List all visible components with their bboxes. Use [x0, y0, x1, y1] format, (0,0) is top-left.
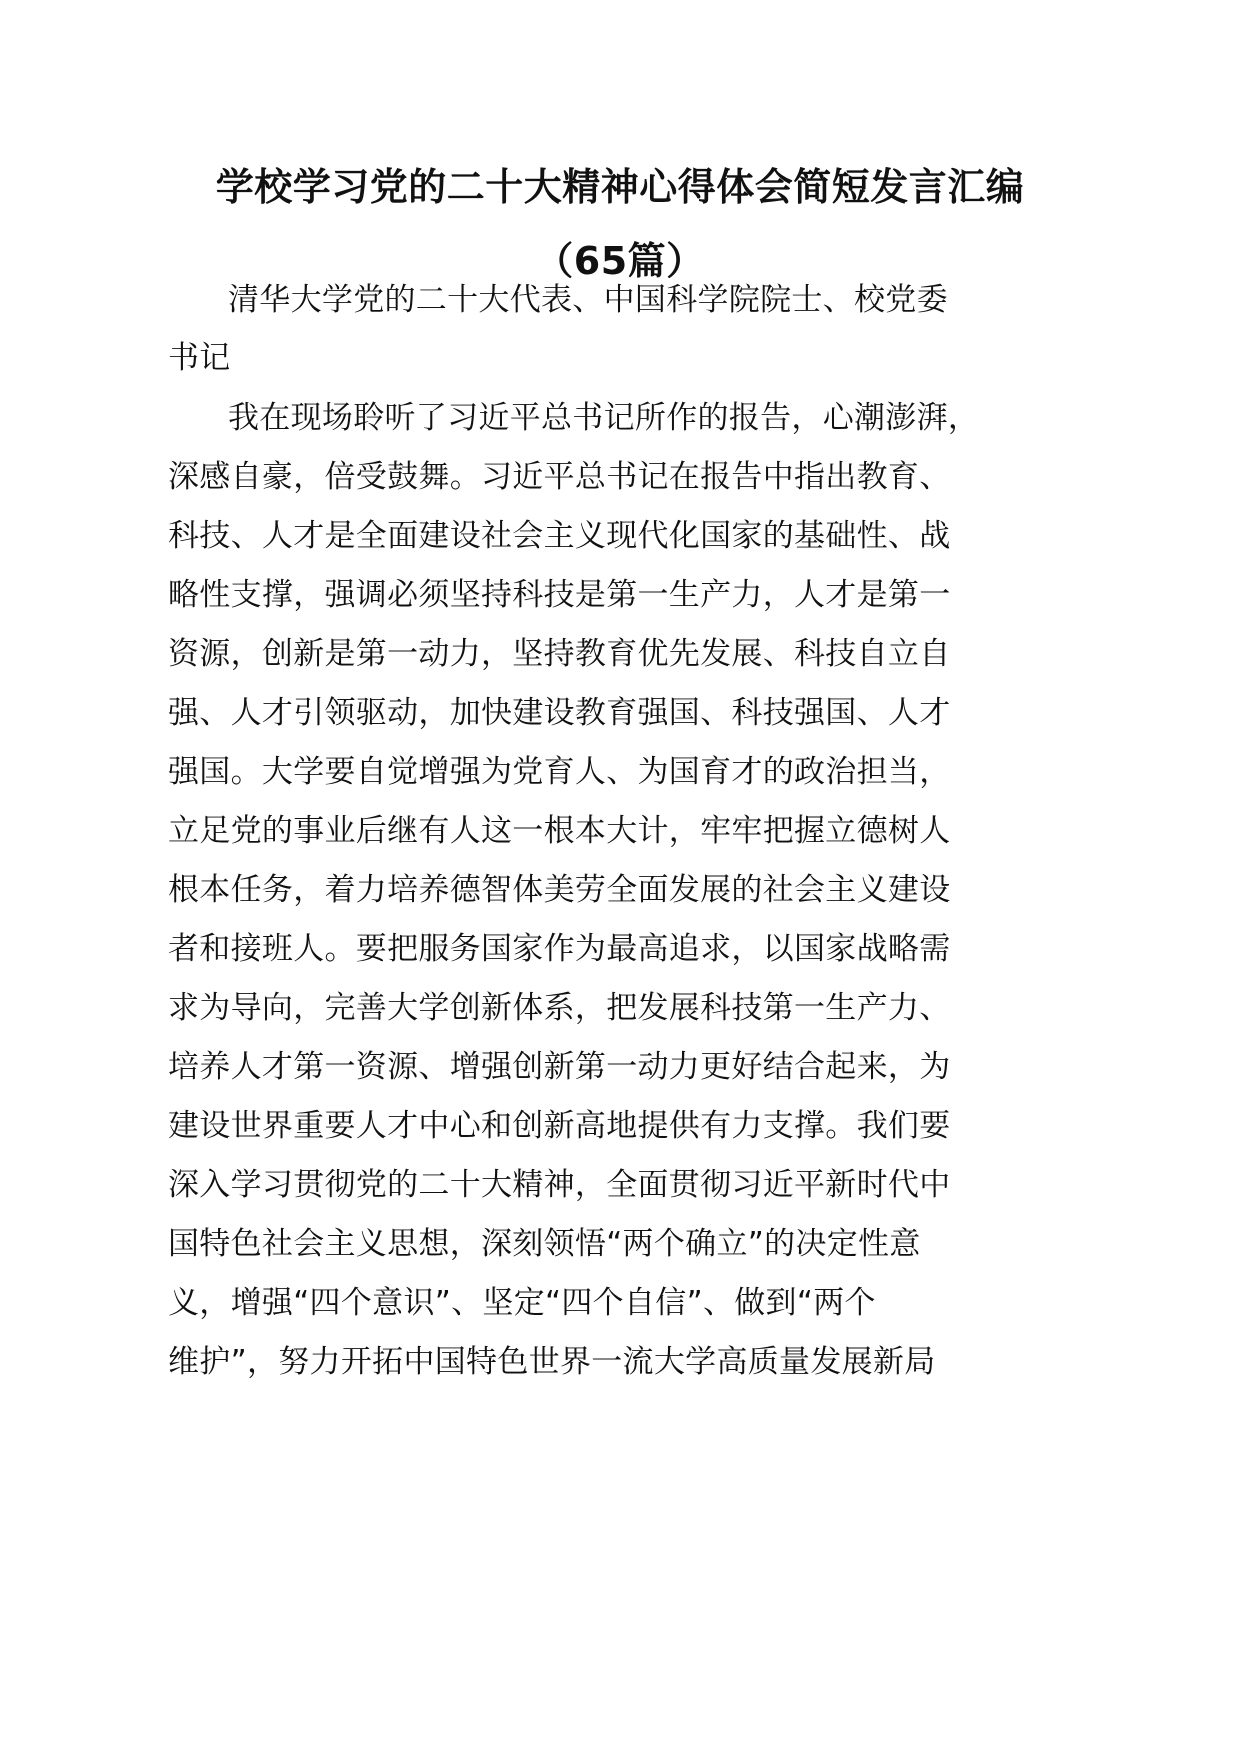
speaker-line: 书记 — [168, 340, 231, 376]
body-line: 强国。大学要自觉增强为党育人、为国育才的政治担当， — [168, 754, 951, 790]
body-line: 深入学习贯彻党的二十大精神，全面贯彻习近平新时代中 — [168, 1167, 951, 1203]
body-line: 科技、人才是全面建设社会主义现代化国家的基础性、战 — [168, 518, 951, 554]
body-line: 求为导向，完善大学创新体系，把发展科技第一生产力、 — [168, 990, 951, 1026]
document-title-count: （65篇） — [535, 239, 705, 283]
document-title: 学校学习党的二十大精神心得体会简短发言汇编 — [215, 165, 1025, 209]
body-line: 深感自豪，倍受鼓舞。习近平总书记在报告中指出教育、 — [168, 459, 951, 495]
body-line: 维护”，努力开拓中国特色世界一流大学高质量发展新局 — [168, 1344, 936, 1380]
body-line: 强、人才引领驱动，加快建设教育强国、科技强国、人才 — [168, 695, 951, 731]
body-line: 义，增强“四个意识”、坚定“四个自信”、做到“两个 — [168, 1285, 876, 1321]
body-line: 略性支撑，强调必须坚持科技是第一生产力，人才是第一 — [168, 577, 951, 613]
body-line: 培养人才第一资源、增强创新第一动力更好结合起来，为 — [168, 1049, 951, 1085]
body-line: 建设世界重要人才中心和创新高地提供有力支撑。我们要 — [168, 1108, 951, 1144]
body-line: 我在现场聆听了习近平总书记所作的报告，心潮澎湃， — [228, 400, 980, 436]
body-line: 国特色社会主义思想，深刻领悟“两个确立”的决定性意 — [168, 1226, 921, 1262]
body-line: 资源，创新是第一动力，坚持教育优先发展、科技自立自 — [168, 636, 951, 672]
body-line: 根本任务，着力培养德智体美劳全面发展的社会主义建设 — [168, 872, 951, 908]
body-line: 立足党的事业后继有人这一根本大计，牢牢把握立德树人 — [168, 813, 951, 849]
speaker-line: 清华大学党的二十大代表、中国科学院院士、校党委 — [228, 282, 948, 318]
body-line: 者和接班人。要把服务国家作为最高追求，以国家战略需 — [168, 931, 951, 967]
